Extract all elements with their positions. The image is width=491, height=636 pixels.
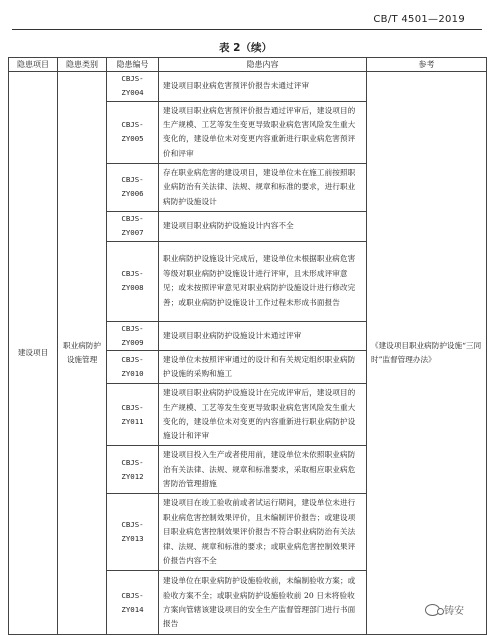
hazard-code-cell: CBJS-ZY010: [107, 351, 159, 384]
watermark-text: 铸安: [444, 606, 464, 617]
hazard-content-cell: 建设项目职业病防护设施设计未通过评审: [159, 321, 367, 351]
hazard-code-cell: CBJS-ZY008: [107, 241, 159, 321]
column-header: 隐患项目: [9, 58, 58, 72]
table-title: 表 2（续）: [219, 42, 272, 54]
standard-code: CB/T 4501—2019: [373, 14, 465, 25]
hazard-item-cell: 建设项目: [9, 72, 58, 635]
source-watermark: [422, 601, 467, 618]
hazard-content-cell: 存在职业病危害的建设项目，建设单位未在施工前按照职业病防治有关法律、法规、规章和标准的要求，进行职业病防护设施设计: [159, 163, 367, 211]
hazard-content-cell: 职业病防护设施设计完成后，建设单位未根据职业病危害等级对职业病防护设施设计进行评审，且未形成评审意见；或未按照评审意见对职业病防护设施设计进行修改完善；或职业病防护设施设计工作过程未形成书面报告: [159, 241, 367, 321]
table-header-row: [9, 58, 487, 72]
hazard-content-cell: 建设单位在职业病防护设施验收前，未编制验收方案；或验收方案不全；或职业病防护设施验收前 20 日未将验收方案向管辖该建设项目的安全生产监督管理部门进行书面报告: [159, 571, 367, 635]
hazard-code-cell: CBJS-ZY014: [107, 571, 159, 635]
hazard-content-cell: 建设单位未按照评审通过的设计和有关规定组织职业病防护设施的采购和施工: [159, 351, 367, 384]
hazard-content-cell: 建设项目职业病防护设施设计内容不全: [159, 211, 367, 241]
hazard-content-cell: 建设项目职业病防护设施设计在完成评审后，建设项目的生产规模、工艺等发生变更导致职业病危害风险发生重大变化的，建设单位未对变更的内容重新进行职业病防护设施设计和评审: [159, 384, 367, 446]
hazard-code-cell: CBJS-ZY013: [107, 494, 159, 571]
table-row: [9, 72, 487, 102]
hazard-category-cell: 职业病防护设施管理: [58, 72, 107, 635]
hazard-code-cell: CBJS-ZY011: [107, 384, 159, 446]
hazard-code-cell: CBJS-ZY006: [107, 163, 159, 211]
column-header: 隐患类别: [58, 58, 107, 72]
reference-cell: 《建设项目职业病防护设施“三同时”监督管理办法》: [367, 72, 487, 635]
wechat-icon: [425, 604, 440, 616]
hazard-code-cell: CBJS-ZY009: [107, 321, 159, 351]
column-header: 隐患内容: [159, 58, 367, 72]
hazard-code-cell: CBJS-ZY007: [107, 211, 159, 241]
hazard-code-cell: CBJS-ZY005: [107, 101, 159, 163]
hazard-content-cell: 建设项目职业病危害预评价报告通过评审后，建设项目的生产规模、工艺等发生变更导致职业病危害风险发生重大变化的，建设单位未对变更内容重新进行职业病危害预评价和评审: [159, 101, 367, 163]
hazard-content-cell: 建设项目在竣工验收前或者试运行期间，建设单位未进行职业病危害控制效果评价，且未编制评价报告；或建设项目职业病危害控制效果评价报告不符合职业病防治有关法律、法规、规章和标准的要求；或职业病危害控制效果评价报告内容不全: [159, 494, 367, 571]
hazard-code-cell: CBJS-ZY012: [107, 446, 159, 494]
hazard-content-cell: 建设项目职业病危害预评价报告未通过评审: [159, 72, 367, 102]
header-rule: [12, 29, 482, 30]
hazard-content-cell: 建设项目投入生产或者使用前，建设单位未依照职业病防治有关法律、法规、规章和标准要求，采取相应职业病危害防治管理措施: [159, 446, 367, 494]
column-header: 参考: [367, 58, 487, 72]
column-header: 隐患编号: [107, 58, 159, 72]
hazard-code-cell: CBJS-ZY004: [107, 72, 159, 102]
hazard-table: [8, 57, 487, 635]
